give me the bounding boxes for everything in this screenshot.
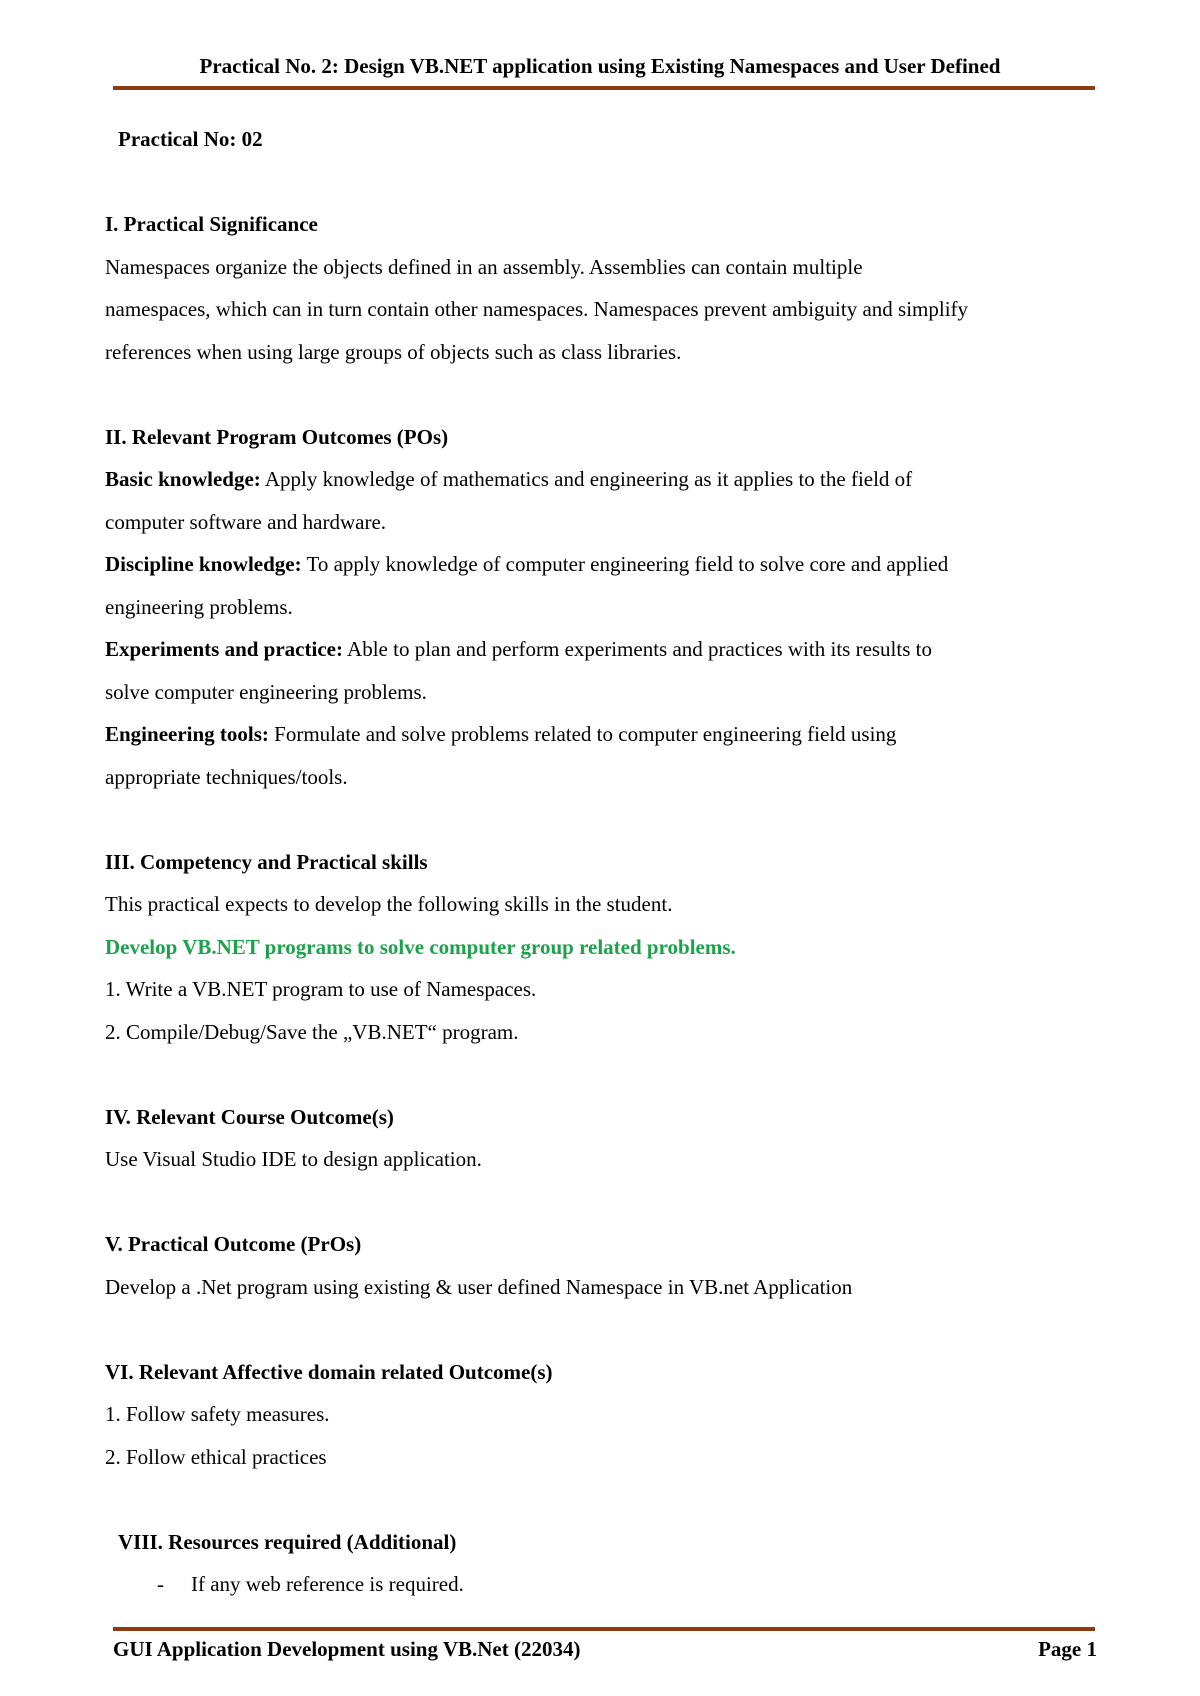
document-body [105,118,1105,1606]
spacer [105,1053,1105,1096]
paragraph-line: Namespaces organize the objects defined in an assembly. Assemblies can contain multiple [105,254,863,279]
paragraph-line: namespaces, which can in turn contain other namespaces. Namespaces prevent ambiguity and simplify [105,297,969,321]
skill-item: 2. Compile/Debug/Save the „VB.NET“ program. [105,1019,519,1044]
page-number: Page 1 [1038,1637,1097,1661]
footer-course-title: GUI Application Development using VB.Net (22034) [113,1637,581,1661]
outcome-label: Engineering tools: [105,722,269,746]
course-outcome-text: Use Visual Studio IDE to design application. [105,1147,482,1171]
spacer [105,1308,1105,1351]
page-header-title: Practical No. 2: Design VB.NET application using Existing Namespaces and User Defined [199,54,1001,78]
bullet-dash: - [157,1572,164,1596]
competency-highlight: Develop VB.NET programs to solve computer group related problems. [105,934,736,959]
practical-number: Practical No: 02 [118,127,263,151]
outcome-item [105,713,1105,756]
spacer [105,373,1105,416]
affective-item: 2. Follow ethical practices [105,1444,327,1469]
outcome-text: To apply knowledge of computer engineering field to solve core and applied [301,552,949,576]
resource-bullet-item [105,1563,1105,1606]
competency-intro: This practical expects to develop the following skills in the student. [105,892,673,916]
outcome-text: Able to plan and perform experiments and practices with its results to [342,637,932,661]
outcome-label: Discipline knowledge: [105,552,302,576]
section-heading-practical-outcome: V. Practical Outcome (PrOs) [105,1232,362,1256]
outcome-text: Apply knowledge of mathematics and engineering as it applies to the field of [260,467,913,491]
spacer [105,1181,1105,1224]
affective-item: 1. Follow safety measures. [105,1402,330,1426]
outcome-label: Basic knowledge: [105,467,261,491]
outcome-text-continued: appropriate techniques/tools. [105,764,348,789]
section-heading-affective-domain: VI. Relevant Affective domain related Outcome(s) [105,1359,553,1384]
spacer [105,1478,1105,1521]
section-heading-course-outcome: IV. Relevant Course Outcome(s) [105,1104,394,1129]
outcome-text-continued: engineering problems. [105,594,293,619]
section-heading-significance: I. Practical Significance [105,212,318,236]
paragraph-line: references when using large groups of objects such as class libraries. [105,339,682,364]
spacer [105,161,1105,204]
outcome-item [105,543,1105,586]
resource-text: If any web reference is required. [191,1572,464,1596]
skill-item: 1. Write a VB.NET program to use of Namespaces. [105,977,537,1001]
outcome-item [105,628,1105,671]
outcome-label: Experiments and practice: [105,637,343,661]
section-heading-competency: III. Competency and Practical skills [105,849,428,874]
practical-outcome-text: Develop a .Net program using existing & user defined Namespace in VB.net Application [105,1274,853,1299]
section-heading-program-outcomes: II. Relevant Program Outcomes (POs) [105,424,449,449]
footer-divider [113,1627,1095,1631]
spacer [105,798,1105,841]
outcome-text: Formulate and solve problems related to computer engineering field using [268,722,897,746]
header-divider [113,86,1095,90]
outcome-text-continued: solve computer engineering problems. [105,679,427,704]
outcome-item [105,458,1105,501]
section-heading-resources: VIII. Resources required (Additional) [118,1529,457,1554]
outcome-text-continued: computer software and hardware. [105,509,387,534]
